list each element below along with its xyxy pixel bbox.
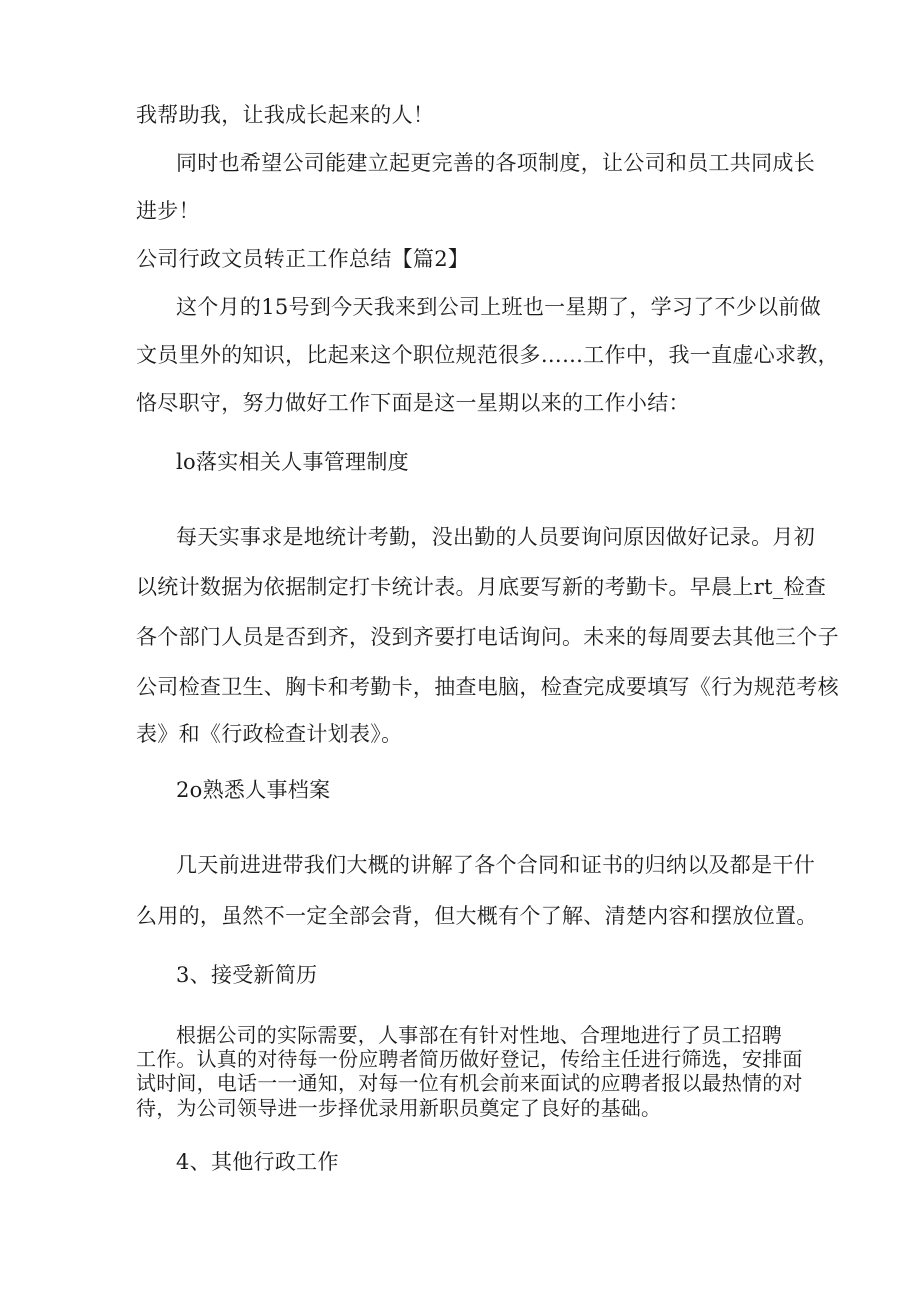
paragraph-line: 我帮助我，让我成长起来的人！ [136, 103, 435, 127]
paragraph-line: 表》和《行政检查计划表》。 [136, 722, 403, 746]
list-heading: 3、接受新简历 [176, 963, 318, 987]
list-heading: 2o熟悉人事档案 [176, 778, 331, 802]
paragraph-line: 以统计数据为依据制定打卡统计表。月底要写新的考勤卡。早晨上rt_检查 [136, 575, 827, 599]
paragraph-line: 文员里外的知识，比起来这个职位规范很多……工作中，我一直虚心求教， [136, 343, 839, 367]
paragraph-line: 恪尽职守，努力做好工作下面是这一星期以来的工作小结： [136, 391, 690, 415]
paragraph-line: 工作。认真的对待每一份应聘者简历做好登记，传给主任进行筛选，安排面 [136, 1047, 803, 1071]
paragraph-line: 几天前进进带我们大概的讲解了各个合同和证书的归纳以及都是干什 [176, 853, 815, 877]
paragraph-line: 进步！ [136, 199, 200, 223]
paragraph-line: 每天实事求是地统计考勤，没出勤的人员要询问原因做好记录。月初 [176, 525, 815, 549]
paragraph-line: 这个月的15号到今天我来到公司上班也一星期了，学习了不少以前做 [176, 295, 822, 319]
list-heading: 4、其他行政工作 [176, 1150, 339, 1174]
paragraph-line: 各个部门人员是否到齐，没到齐要打电话询问。未来的每周要去其他三个子 [136, 625, 839, 649]
paragraph-line: 同时也希望公司能建立起更完善的各项制度，让公司和员工共同成长 [176, 151, 815, 175]
paragraph-line: 试时间，电话一一通知，对每一位有机会前来面试的应聘者报以最热情的对 [136, 1071, 803, 1095]
paragraph-line: 么用的，虽然不一定全部会背，但大概有个了解、清楚内容和摆放位置。 [136, 904, 818, 928]
list-heading: lo落实相关人事管理制度 [176, 450, 409, 474]
paragraph-line: 公司检查卫生、胸卡和考勤卡，抽查电脑，检查完成要填写《行为规范考核 [136, 675, 839, 699]
paragraph-line: 待，为公司领导进一步择优录用新职员奠定了良好的基础。 [136, 1096, 662, 1120]
paragraph-line: 根据公司的实际需要，人事部在有针对性地、合理地进行了员工招聘 [176, 1023, 782, 1047]
section-title: 公司行政文员转正工作总结【篇2】 [136, 247, 470, 271]
